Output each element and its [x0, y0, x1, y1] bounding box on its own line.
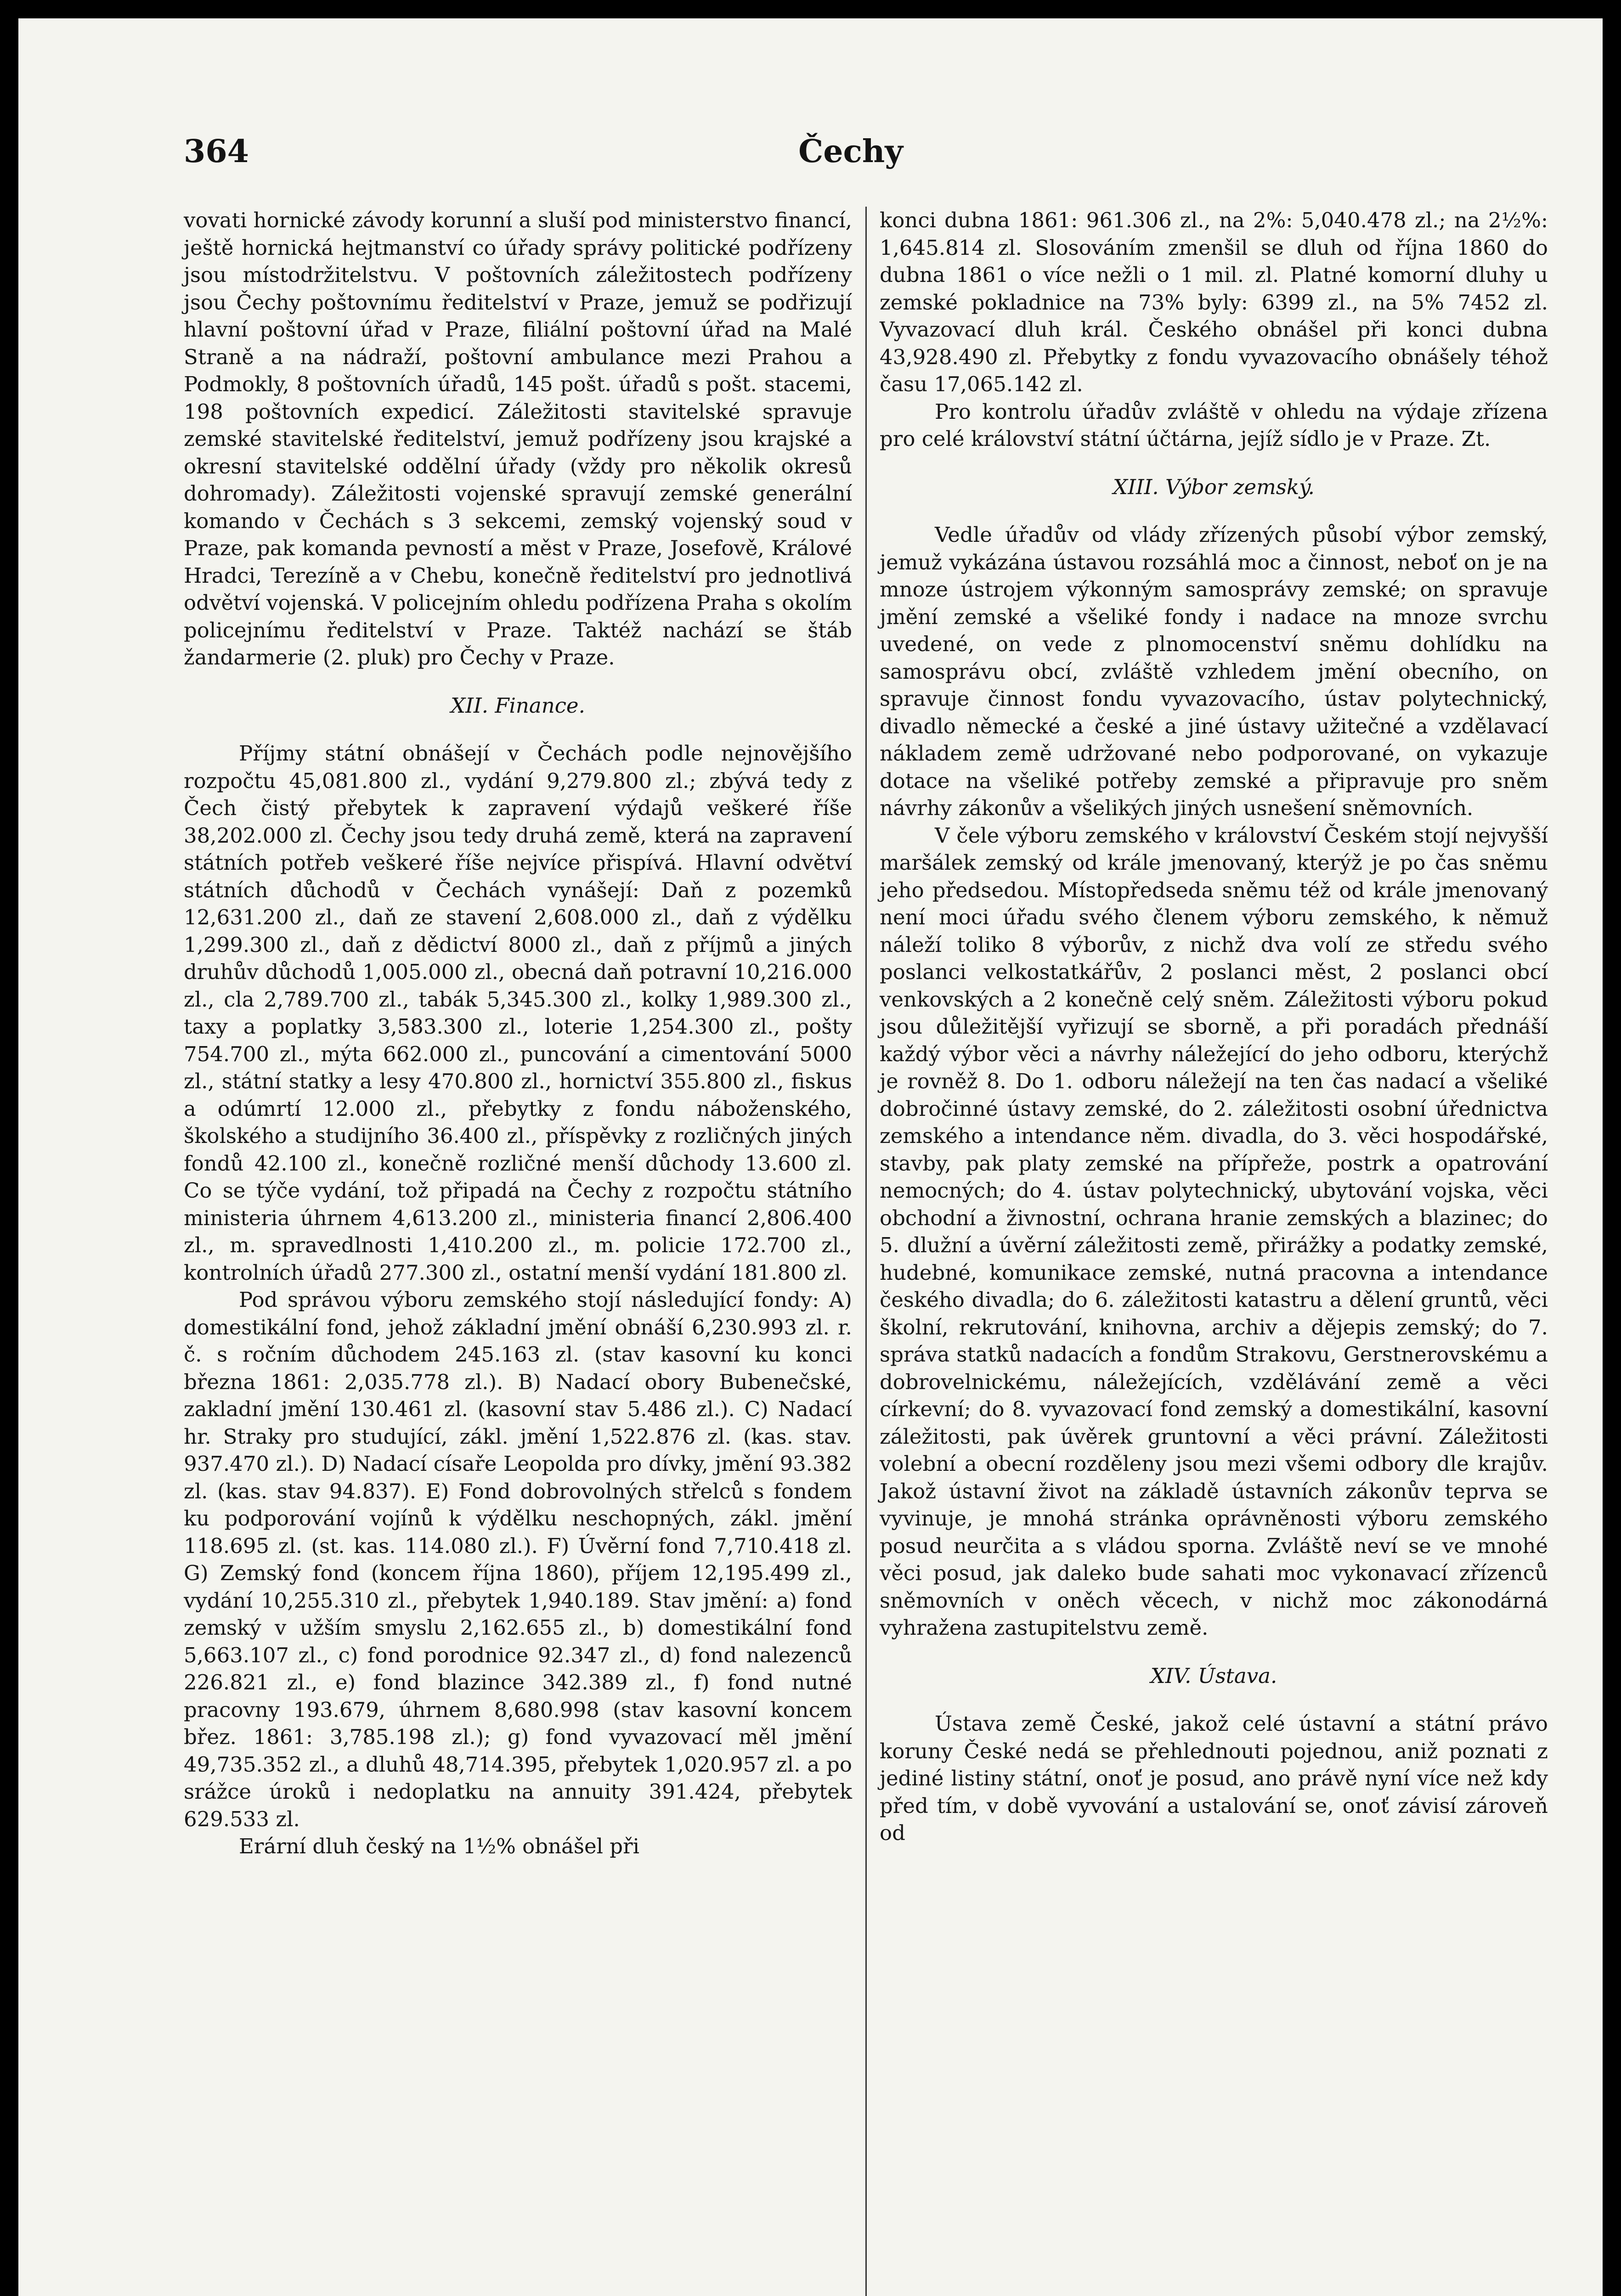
- paragraph-committee-duties: Vedle úřadův od vlády zřízených působí výbor zemský, jemuž vykázána ústavou rozsáhlá moc a činnost, neboť on je na mnoze ústrojem výkonným samosprávy zemské; on spravuje jmění zemské a všeliké fondy i nadace na mnoze svrchu uvedené, on vede z plnomocenství sněmu dohlídku na samosprávu obcí, zvláště vzhledem jmění obecního, on spravuje činnost fondu vyvazovacího, ústav polytechnický, divadlo německé a české a jiné ústavy užitečné a vzdělavací nákladem země udržované nebo podporované, on vykazuje dotace na všeliké potřeby zemské a připravuje pro sněm návrhy zákonův a všelikých jiných usnešení sněmovních.: [880, 523, 1548, 820]
- paragraph-funds: Pod správou výboru zemského stojí následující fondy: A) domestikální fond, jehož základní jmění obnáší 6,230.993 zl. r. č. s ročním důchodem 245.163 zl. (stav kasovní ku konci března 1861: 2,035.778 zl.). B) Nadací obory Bubenečské, zakladní jmění 130.461 zl. (kasovní stav 5.486 zl.). C) Nadací hr. Straky pro studující, zákl. jmění 1,522.876 zl. (kas. stav. 937.470 zl.). D) Nadací císaře Leopolda pro dívky, jmění 93.382 zl. (kas. stav 94.837). E) Fond dobrovolných střelců s fondem ku podporování vojínů k výdělku neschopných, zákl. jmění 118.695 zl. (st. kas. 114.080 zl.). F) Úvěrní fond 7,710.418 zl. G) Zemský fond (koncem října 1860), příjem 12,195.499 zl., vydání 10,255.310 zl., přebytek 1,940.189. Stav jmění: a) fond zemský v užším smyslu 2,162.655 zl., b) domestikální fond 5,663.107 zl., c) fond porodnice 92.347 zl., d) fond nalezenců 226.821 zl., e) fond blazince 342.389 zl., f) fond nutné pracovny 193.679, úhrnem 8,680.998 (stav kasovní koncem břez. 1861: 3,785.198 zl.); g) fond vyvazovací měl jmění 49,735.352 zl., a dluhů 48,714.395, přebytek 1,020.957 zl. a po srážce úroků i nedoplatku na annuity 391.424, přebytek 629.533 zl.: [184, 1288, 852, 1831]
- left-column: [184, 207, 852, 1860]
- section-heading-finance: XII. Finance.: [451, 693, 585, 718]
- document-page: [18, 18, 1603, 2296]
- paragraph-administration: vovati hornické závody korunní a sluší pod ministerstvo financí, ještě hornická hejtmanství co úřady správy politické podřízeny jsou místodržitelstvu. V poštovních záležitostech podřízeny jsou Čechy poštovnímu ředitelství v Praze, jemuž se podřizují hlavní poštovní úřad v Praze, filiální poštovní úřad na Malé Straně a na nádraží, poštovní ambulance mezi Prahou a Podmokly, 8 poštovních úřadů, 145 pošt. úřadů s pošt. stacemi, 198 poštovních expedicí. Záležitosti stavitelské spravuje zemské stavitelské ředitelství, jemuž podřízeny jsou krajské a okresní stavitelské oddělní úřady (vždy pro několik okresů dohromady). Záležitosti vojenské spravují zemské generální komando v Čechách s 3 sekcemi, zemský vojenský soud v Praze, pak komanda pevností a měst v Praze, Josefově, Králové Hradci, Terezíně a v Chebu, konečně ředitelství pro jednotlivá odvětví vojenská. V policejním ohledu podřízena Praha s okolím policejnímu ředitelství v Praze. Taktéž nachází se štáb žandarmerie (2. pluk) pro Čechy v Praze.: [184, 208, 852, 670]
- running-title: Čechy: [798, 133, 903, 170]
- page-number: 364: [184, 133, 249, 170]
- section-heading-constitution: XIV. Ústava.: [1150, 1663, 1277, 1688]
- paragraph-state-debt: Erární dluh český na 1⅟₂% obnášel při: [239, 1834, 640, 1858]
- paragraph-debt-continued: konci dubna 1861: 961.306 zl., na 2%: 5,040.478 zl.; na 2½%: 1,645.814 zl. Slosováním zmenšil se dluh od října 1860 do dubna 1861 o více nežli o 1 mil. zl. Platné komorní dluhy u zemské pokladnice na 73% byly: 6399 zl., na 5% 7452 zl. Vyvazovací dluh král. Českého obnášel při konci dubna 43,928.490 zl. Přebytky z fondu vyvazovacího obnášely téhož času 17,065.142 zl.: [880, 208, 1548, 396]
- section-heading-land-committee: XIII. Výbor zemský.: [1113, 474, 1315, 499]
- paragraph-state-revenue: Příjmy státní obnášejí v Čechách podle nejnovějšího rozpočtu 45,081.800 zl., vydání 9,279.800 zl.; zbývá tedy z Čech čistý přebytek k zapravení výdajů veškeré říše 38,202.000 zl. Čechy jsou tedy druhá země, která na zapravení státních potřeb veškeré říše nejvíce přispívá. Hlavní odvětví státních důchodů v Čechách vynášejí: Daň z pozemků 12,631.200 zl., daň ze stavení 2,608.000 zl., daň z výdělku 1,299.300 zl., daň z dědictví 8000 zl., daň z příjmů a jiných druhův důchodů 1,005.000 zl., obecná daň potravní 10,216.000 zl., cla 2,789.700 zl., tabák 5,345.300 zl., kolky 1,989.300 zl., taxy a poplatky 3,583.300 zl., loterie 1,254.300 zl., pošty 754.700 zl., mýta 662.000 zl., puncování a cimentování 5000 zl., státní statky a lesy 470.800 zl., hornictví 355.800 zl., fiskus a odúmrtí 12.000 zl., přebytky z fondu náboženského, školského a studijního 36.400 zl., příspěvky z rozličných jiných fondů 42.100 zl., konečně rozličné menší důchody 13.600 zl. Co se týče vydání, tož připadá na Čechy z rozpočtu státního ministeria úhrnem 4,613.200 zl., ministeria financí 2,806.400 zl., m. spravedlnosti 1,410.200 zl., m. policie 172.700 zl., kontrolních úřadů 277.300 zl., ostatní menší vydání 181.800 zl.: [184, 741, 852, 1285]
- page-header: [184, 133, 1518, 184]
- paragraph-constitution: Ústava země České, jakož celé ústavní a státní právo koruny České nedá se přehlednouti pojednou, aniž poznati z jediné listiny státní, onoť je posud, ano právě nyní více než kdy před tím, v době vyvování a ustalování se, onoť závisí zároveň od: [880, 1711, 1548, 1845]
- right-column: [880, 207, 1548, 1847]
- paragraph-committee-structure: V čele výboru zemského v království Českém stojí nejvyšší maršálek zemský od krále jmenovaný, kterýž je po čas sněmu jeho předsedou. Místopředseda sněmu též od krále jmenovaný není moci úřadu svého členem výboru zemského, k němuž náleží toliko 8 výborův, z nichž dva volí ze středu svého poslanci velkostatkářův, 2 poslanci měst, 2 poslanci obcí venkovských a 2 konečně celý sněm. Záležitosti výboru pokud jsou důležitější vyřizují se sborně, a při poradách přednáší každý výbor věci a návrhy náležející do jeho odboru, kterýchž je rovněž 8. Do 1. odboru náležejí na ten čas nadací a všeliké dobročinné ústavy zemské, do 2. záležitosti osobní úřednictva zemského a intendance něm. divadla, do 3. věci hospodářské, stavby, pak platy zemské na přípřeže, postrk a opatrování nemocných; do 4. ústav polytechnický, ubytování vojska, věci obchodní a živnostní, ochrana hranie zemských a blazinec; do 5. dlužní a úvěrní záležitosti země, přirážky a podatky zemské, hudebné, komunikace zemské, nutná pracovna a intendance českého divadla; do 6. záležitosti katastru a dělení gruntů, věci školní, rekrutování, knihovna, archiv a dějepis zemský; do 7. správa statků nadacích a fondům Strakovu, Gerstnerovskému a dobrovelnickému, náležejících, vzdělávání země a věci církevní; do 8. vyvazovací fond zemský a domestikální, kasovní záležitosti, pak úvěrek gruntovní a věci právní. Záležitosti volební a obecní rozděleny jsou mezi všemi odbory dle krajův. Jakož ústavní život na základě ústavních zákonův teprva se vyvinuje, je mnohá stránka oprávněnosti výboru zemského posud neurčita a s vládou sporna. Zvláště neví se ve mnohé věci posud, jak daleko bude sahati moc vykonavací zřízenců sněmovních v oněch věcech, v nichž moc zákonodárná vyhražena zastupitelstvu země.: [880, 823, 1548, 1640]
- paragraph-accounting-office: Pro kontrolu úřadův zvláště v ohledu na výdaje zřízena pro celé království státní účtárna, jejíž sídlo je v Praze. Zt.: [880, 399, 1548, 451]
- column-divider: [865, 207, 867, 2296]
